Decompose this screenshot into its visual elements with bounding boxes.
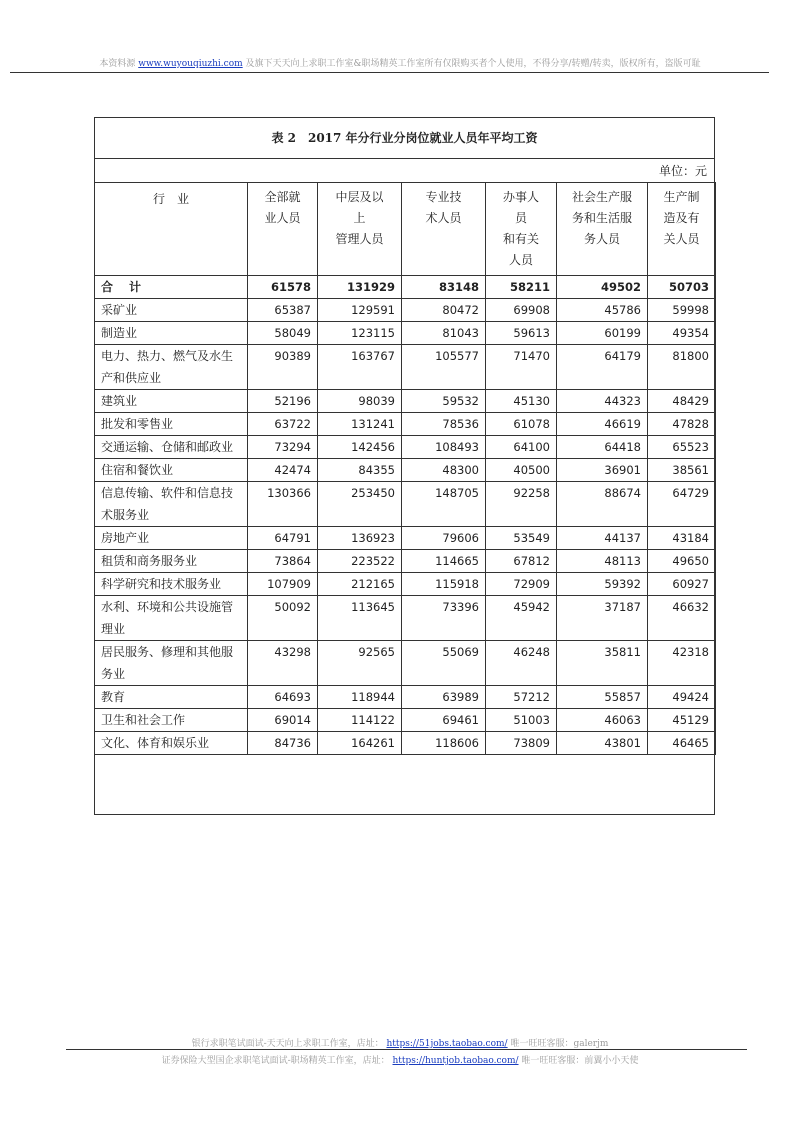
footer-1-prefix: 银行求职笔试面试-天天向上求职工作室，店址：: [191, 1039, 384, 1049]
wage-cell: 48300: [402, 459, 486, 482]
wage-cell: 78536: [402, 413, 486, 436]
footer-2-prefix: 证券保险大型国企求职笔试面试-职场精英工作室，店址：: [161, 1056, 390, 1066]
wage-cell: 73864: [248, 550, 318, 573]
column-header-line: 办事人: [502, 190, 539, 204]
wage-cell: 118944: [318, 686, 402, 709]
column-header: [648, 183, 716, 276]
wage-cell: 49354: [648, 322, 716, 345]
wage-cell: 55857: [557, 686, 648, 709]
column-header-line: 员: [514, 211, 527, 225]
wage-cell: 46632: [648, 596, 716, 641]
wage-cell: 92258: [486, 482, 557, 527]
wage-cell: 45942: [486, 596, 557, 641]
wage-cell: 57212: [486, 686, 557, 709]
table-title: 表 2 2017 年分行业分岗位就业人员年平均工资: [271, 130, 538, 145]
wage-cell: 72909: [486, 573, 557, 596]
table-row: [95, 527, 716, 550]
table-row: [95, 641, 716, 686]
wage-cell: 131929: [318, 276, 402, 299]
wage-cell: 46063: [557, 709, 648, 732]
wage-cell: 45129: [648, 709, 716, 732]
wage-cell: 43184: [648, 527, 716, 550]
wage-cell: 73396: [402, 596, 486, 641]
column-header-line: 务和生活服: [571, 211, 632, 225]
wage-cell: 84355: [318, 459, 402, 482]
column-header-line: 专业技: [425, 190, 462, 204]
table-row: [95, 345, 716, 390]
wage-cell: 59392: [557, 573, 648, 596]
wage-cell: 223522: [318, 550, 402, 573]
wage-cell: 65523: [648, 436, 716, 459]
wage-cell: 83148: [402, 276, 486, 299]
wage-cell: 114122: [318, 709, 402, 732]
footer-1-suffix: 唯一旺旺客服：galerjm: [510, 1039, 609, 1049]
wage-cell: 64179: [557, 345, 648, 390]
wage-cell: 58049: [248, 322, 318, 345]
wage-cell: 60199: [557, 322, 648, 345]
wage-cell: 67812: [486, 550, 557, 573]
column-header-line: 业人员: [264, 211, 301, 225]
wage-cell: 49424: [648, 686, 716, 709]
industry-cell: 租赁和商务服务业: [95, 550, 248, 573]
industry-cell: 合 计: [95, 276, 248, 299]
header-divider: [10, 72, 769, 73]
unit-label: 单位：元: [658, 164, 707, 178]
industry-cell: 教育: [95, 686, 248, 709]
table-row: [95, 573, 716, 596]
wage-cell: 63989: [402, 686, 486, 709]
wage-cell: 212165: [318, 573, 402, 596]
wage-cell: 46619: [557, 413, 648, 436]
wage-cell: 48113: [557, 550, 648, 573]
industry-cell: 交通运输、仓储和邮政业: [95, 436, 248, 459]
wage-cell: 148705: [402, 482, 486, 527]
wage-cell: 43801: [557, 732, 648, 755]
column-header-line: 中层及以: [335, 190, 384, 204]
column-header-line: 术人员: [425, 211, 462, 225]
wage-cell: 50703: [648, 276, 716, 299]
wage-cell: 49650: [648, 550, 716, 573]
table-row: [95, 686, 716, 709]
wage-table: [94, 182, 716, 755]
copyright-prefix: 本资料源: [99, 59, 136, 69]
wage-cell: 46465: [648, 732, 716, 755]
table-row: [95, 550, 716, 573]
column-header: [248, 183, 318, 276]
wage-cell: 253450: [318, 482, 402, 527]
wage-cell: 44137: [557, 527, 648, 550]
table-row: [95, 596, 716, 641]
table-row: [95, 482, 716, 527]
title-divider: [94, 158, 715, 159]
wage-cell: 105577: [402, 345, 486, 390]
wage-cell: 92565: [318, 641, 402, 686]
wage-cell: 53549: [486, 527, 557, 550]
footer-1-link[interactable]: https://51jobs.taobao.com/: [386, 1039, 508, 1049]
copyright-suffix: 及旗下天天向上求职工作室&职场精英工作室所有仅限购买者个人使用，不得分享/转赠/转卖，版权所有，盗版可耻: [245, 59, 701, 69]
column-header-line: 全部就: [264, 190, 301, 204]
industry-cell: 制造业: [95, 322, 248, 345]
wage-cell: 46248: [486, 641, 557, 686]
column-header-line: 务人员: [583, 232, 620, 246]
footer-2-link[interactable]: https://huntjob.taobao.com/: [392, 1056, 519, 1066]
wage-cell: 129591: [318, 299, 402, 322]
table-row: [95, 413, 716, 436]
wage-cell: 64729: [648, 482, 716, 527]
wage-cell: 64693: [248, 686, 318, 709]
wage-cell: 142456: [318, 436, 402, 459]
wage-cell: 163767: [318, 345, 402, 390]
wage-cell: 131241: [318, 413, 402, 436]
wage-cell: 123115: [318, 322, 402, 345]
industry-cell: 建筑业: [95, 390, 248, 413]
wage-cell: 114665: [402, 550, 486, 573]
header-row: [95, 183, 716, 276]
wage-cell: 42318: [648, 641, 716, 686]
wage-cell: 63722: [248, 413, 318, 436]
column-header-line: 社会生产服: [571, 190, 632, 204]
wage-cell: 43298: [248, 641, 318, 686]
wage-cell: 60927: [648, 573, 716, 596]
column-header-line: 造及有: [663, 211, 700, 225]
footer-2-suffix: 唯一旺旺客服：前翼小小天使: [521, 1056, 639, 1066]
column-header-line: 管理人员: [335, 232, 384, 246]
wage-cell: 81043: [402, 322, 486, 345]
wage-cell: 45786: [557, 299, 648, 322]
column-header-line: 生产制: [663, 190, 700, 204]
wage-cell: 73809: [486, 732, 557, 755]
wage-cell: 50092: [248, 596, 318, 641]
table-row: [95, 436, 716, 459]
wage-cell: 36901: [557, 459, 648, 482]
footer-line-1: [0, 1036, 800, 1049]
column-header: [557, 183, 648, 276]
wage-cell: 130366: [248, 482, 318, 527]
column-header: [486, 183, 557, 276]
wage-cell: 69908: [486, 299, 557, 322]
column-header: [402, 183, 486, 276]
wage-cell: 69014: [248, 709, 318, 732]
column-header: [318, 183, 402, 276]
industry-cell: 居民服务、修理和其他服务业: [95, 641, 248, 686]
wage-cell: 61578: [248, 276, 318, 299]
industry-cell: 信息传输、软件和信息技术服务业: [95, 482, 248, 527]
column-header-line: 和有关: [502, 232, 539, 246]
table-row: [95, 299, 716, 322]
footer-divider: [66, 1049, 747, 1050]
wage-cell: 90389: [248, 345, 318, 390]
table-row: [95, 390, 716, 413]
wage-cell: 164261: [318, 732, 402, 755]
wage-cell: 79606: [402, 527, 486, 550]
wage-cell: 59532: [402, 390, 486, 413]
source-link[interactable]: www.wuyouqiuzhi.com: [138, 59, 243, 69]
wage-cell: 80472: [402, 299, 486, 322]
wage-cell: 37187: [557, 596, 648, 641]
table-row: [95, 732, 716, 755]
column-header-line: 行 业: [152, 192, 189, 206]
column-header-line: 关人员: [663, 232, 700, 246]
industry-cell: 房地产业: [95, 527, 248, 550]
wage-cell: 55069: [402, 641, 486, 686]
industry-cell: 批发和零售业: [95, 413, 248, 436]
wage-cell: 59613: [486, 322, 557, 345]
wage-cell: 64791: [248, 527, 318, 550]
wage-cell: 35811: [557, 641, 648, 686]
wage-cell: 45130: [486, 390, 557, 413]
wage-cell: 113645: [318, 596, 402, 641]
wage-cell: 44323: [557, 390, 648, 413]
wage-cell: 71470: [486, 345, 557, 390]
copyright-notice: [0, 56, 800, 69]
wage-cell: 64100: [486, 436, 557, 459]
wage-cell: 51003: [486, 709, 557, 732]
column-header-line: 上: [353, 211, 366, 225]
wage-cell: 84736: [248, 732, 318, 755]
total-row: [95, 276, 716, 299]
wage-cell: 81800: [648, 345, 716, 390]
wage-cell: 108493: [402, 436, 486, 459]
industry-cell: 卫生和社会工作: [95, 709, 248, 732]
wage-cell: 52196: [248, 390, 318, 413]
industry-cell: 文化、体育和娱乐业: [95, 732, 248, 755]
industry-cell: 采矿业: [95, 299, 248, 322]
industry-cell: 水利、环境和公共设施管理业: [95, 596, 248, 641]
wage-cell: 47828: [648, 413, 716, 436]
wage-cell: 136923: [318, 527, 402, 550]
wage-cell: 58211: [486, 276, 557, 299]
wage-cell: 107909: [248, 573, 318, 596]
industry-cell: 住宿和餐饮业: [95, 459, 248, 482]
wage-cell: 65387: [248, 299, 318, 322]
wage-cell: 115918: [402, 573, 486, 596]
industry-cell: 科学研究和技术服务业: [95, 573, 248, 596]
wage-cell: 48429: [648, 390, 716, 413]
wage-cell: 59998: [648, 299, 716, 322]
wage-cell: 49502: [557, 276, 648, 299]
table-row: [95, 709, 716, 732]
table-row: [95, 322, 716, 345]
wage-cell: 73294: [248, 436, 318, 459]
industry-cell: 电力、热力、燃气及水生产和供应业: [95, 345, 248, 390]
wage-cell: 69461: [402, 709, 486, 732]
table-row: [95, 459, 716, 482]
wage-cell: 42474: [248, 459, 318, 482]
wage-cell: 38561: [648, 459, 716, 482]
column-header: [95, 183, 248, 276]
footer-line-2: [0, 1053, 800, 1066]
wage-cell: 64418: [557, 436, 648, 459]
wage-cell: 118606: [402, 732, 486, 755]
wage-cell: 61078: [486, 413, 557, 436]
wage-cell: 88674: [557, 482, 648, 527]
wage-cell: 98039: [318, 390, 402, 413]
column-header-line: 人员: [508, 253, 533, 267]
wage-cell: 40500: [486, 459, 557, 482]
